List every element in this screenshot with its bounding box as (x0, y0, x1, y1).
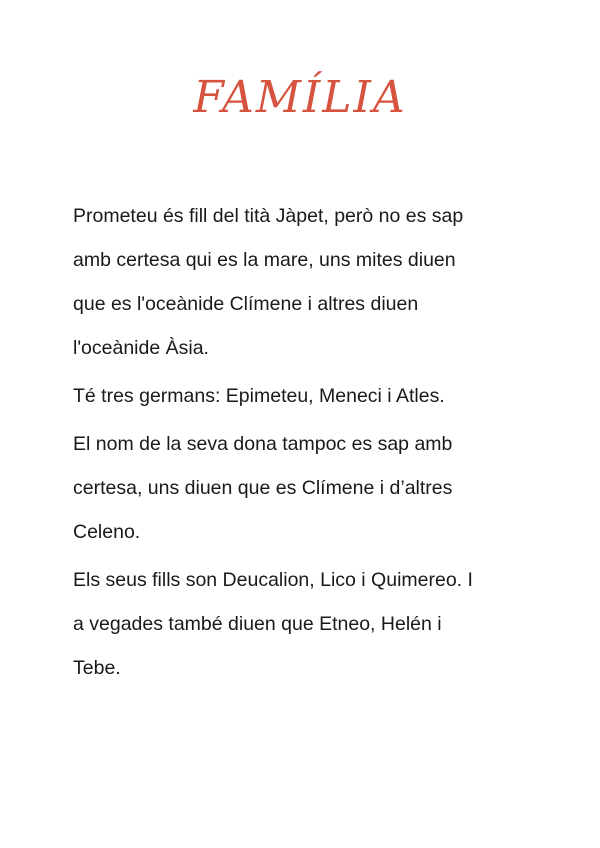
text-line: amb certesa qui es la mare, uns mites diuen (73, 249, 456, 271)
paragraph-wife (73, 422, 533, 554)
paragraph-siblings (73, 374, 533, 418)
paragraph-children (73, 558, 533, 690)
text-line: Prometeu és fill del tità Jàpet, però no es sap (73, 205, 464, 227)
paragraph-family-parents (73, 194, 533, 370)
text-line: Celeno. (73, 521, 141, 543)
text-line: Tebe. (73, 657, 121, 679)
text-line: Té tres germans: Epimeteu, Meneci i Atles. (73, 385, 445, 407)
text-line: El nom de la seva dona tampoc es sap amb (73, 433, 453, 455)
document-body (73, 194, 533, 690)
page-title: FAMÍLIA (193, 72, 407, 123)
text-line: certesa, uns diuen que es Clímene i d’altres (73, 477, 453, 499)
text-line: que es l'oceànide Clímene i altres diuen (73, 293, 419, 315)
text-line: Els seus fills son Deucalion, Lico i Quimereo. I (73, 569, 473, 591)
text-line: a vegades també diuen que Etneo, Helén i (73, 613, 442, 635)
text-line: l'oceànide Àsia. (73, 337, 209, 359)
